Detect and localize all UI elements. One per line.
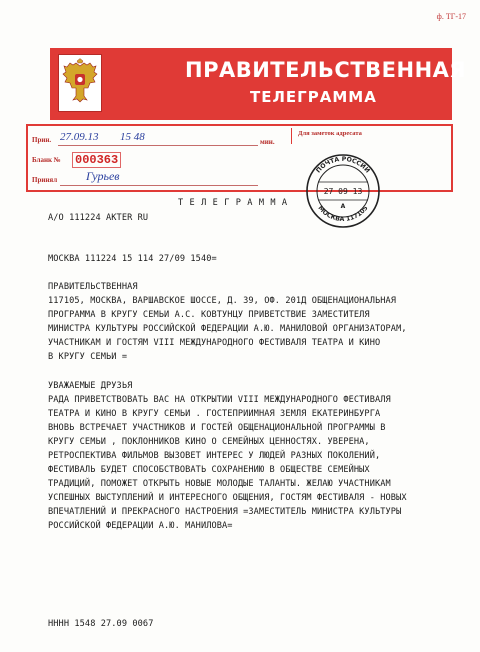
telegram-banner — [50, 48, 467, 120]
received-date: 27.09.13 — [60, 131, 99, 143]
body-line: УВАЖАЕМЫЕ ДРУЗЬЯ — [48, 381, 133, 391]
blank-number: 000363 — [72, 152, 121, 168]
telegram-header: Т Е Л Е Г Р А М М А — [178, 198, 288, 208]
footer-line: НННН 1548 27.09 0067 — [48, 619, 154, 629]
body-line: ТЕАТРА И КИНО В КРУГУ СЕМЬИ . ГОСТЕПРИИМНАЯ ЗЕМЛЯ ЕКАТЕРИНБУРГА — [48, 409, 381, 419]
minutes-label: мин. — [260, 138, 275, 146]
address-line: МИНИСТРА КУЛЬТУРЫ РОССИЙСКОЙ ФЕДЕРАЦИИ А.Ю. МАНИЛОВОЙ ОРГАНИЗАТОРАМ, — [48, 324, 407, 334]
body-line: РОССИЙСКОЙ ФЕДЕРАЦИИ А.Ю. МАНИЛОВА= — [48, 521, 233, 531]
stamp-bottom-text: МОСКВА 117105 — [316, 204, 370, 224]
notes-label: Для заметок адресата — [298, 130, 362, 137]
body-line: ВПЕЧАТЛЕНИЙ И ПРЕКРАСНОГО НАСТРОЕНИЯ =ЗАМЕСТИТЕЛЬ МИНИСТРА КУЛЬТУРЫ — [48, 507, 402, 517]
received-label: Прин. — [32, 136, 52, 144]
stamp-top-text: ПОЧТА РОССИИ — [315, 155, 371, 175]
received-line — [58, 145, 258, 146]
body-line: ВНОВЬ ВСТРЕЧАЕТ УЧАСТНИКОВ И ГОСТЕЙ ОБЩЕНАЦИОНАЛЬНОЙ ПРОГРАММЫ В — [48, 423, 386, 433]
address-line: 117105, МОСКВА, ВАРШАВСКОЕ ШОССЕ, Д. 39, ОФ. 201Д ОБЩЕНАЦИОНАЛЬНАЯ — [48, 296, 397, 306]
route-line: А/О 111224 AKTER RU — [48, 213, 149, 223]
body-line: УСПЕШНЫХ ВЫСТУПЛЕНИЙ И ИНТЕРЕСНОГО ОБЩЕНИЯ, ГОСТЯМ ФЕСТИВАЛЯ - НОВЫХ — [48, 493, 407, 503]
reception-form — [26, 124, 453, 192]
coat-of-arms-icon — [58, 54, 102, 112]
body-line: ФЕСТИВАЛЬ БУДЕТ СПОСОБСТВОВАТЬ СОХРАНЕНИЮ В ОБЩЕСТВЕ СЕМЕЙНЫХ — [48, 465, 370, 475]
postmark-stamp — [304, 152, 382, 230]
form-code: ф. ТГ-17 — [436, 12, 466, 21]
stamp-mark: А — [340, 203, 346, 210]
address-line: ПРАВИТЕЛЬСТВЕННАЯ — [48, 282, 138, 292]
banner-subtitle: ТЕЛЕГРАММА — [250, 88, 377, 106]
address-line: В КРУГУ СЕМЬИ = — [48, 352, 128, 362]
stamp-date: 27 09 13 — [323, 187, 363, 196]
accepted-line — [60, 185, 258, 186]
body-line: ТРАДИЦИЙ, ПОМОЖЕТ ОТКРЫТЬ НОВЫЕ МОЛОДЫЕ ТАЛАНТЫ. ЖЕЛАЮ УЧАСТНИКАМ — [48, 479, 391, 489]
blank-label: Бланк № — [32, 156, 61, 164]
address-line: УЧАСТНИКАМ И ГОСТЯМ VIII МЕЖДУНАРОДНОГО ФЕСТИВАЛЯ ТЕАТРА И КИНО — [48, 338, 381, 348]
body-line: КРУГУ СЕМЬИ , ПОКЛОННИКОВ КИНО О СЕМЕЙНЫХ ЦЕННОСТЯХ. УВЕРЕНА, — [48, 437, 370, 447]
address-line: ПРОГРАММА В КРУГУ СЕМЬИ А.С. КОВТУНЦУ ПРИВЕТСТВИЕ ЗАМЕСТИТЕЛЯ — [48, 310, 370, 320]
accepted-label: Принял — [32, 176, 58, 184]
origin-line: МОСКВА 111224 15 114 27/09 1540= — [48, 254, 217, 264]
received-time: 15 48 — [120, 131, 145, 143]
accepted-by-signature: Гурьев — [86, 169, 120, 183]
body-line: РЕТРОСПЕКТИВА ФИЛЬМОВ ВЫЗОВЕТ ИНТЕРЕС У ЛЮДЕЙ РАЗНЫХ ПОКОЛЕНИЙ, — [48, 451, 381, 461]
banner-title: ПРАВИТЕЛЬСТВЕННАЯ — [185, 58, 467, 82]
form-divider — [291, 128, 292, 144]
body-line: РАДА ПРИВЕТСТВОВАТЬ ВАС НА ОТКРЫТИИ VIII МЕЖДУНАРОДНОГО ФЕСТИВАЛЯ — [48, 395, 391, 405]
